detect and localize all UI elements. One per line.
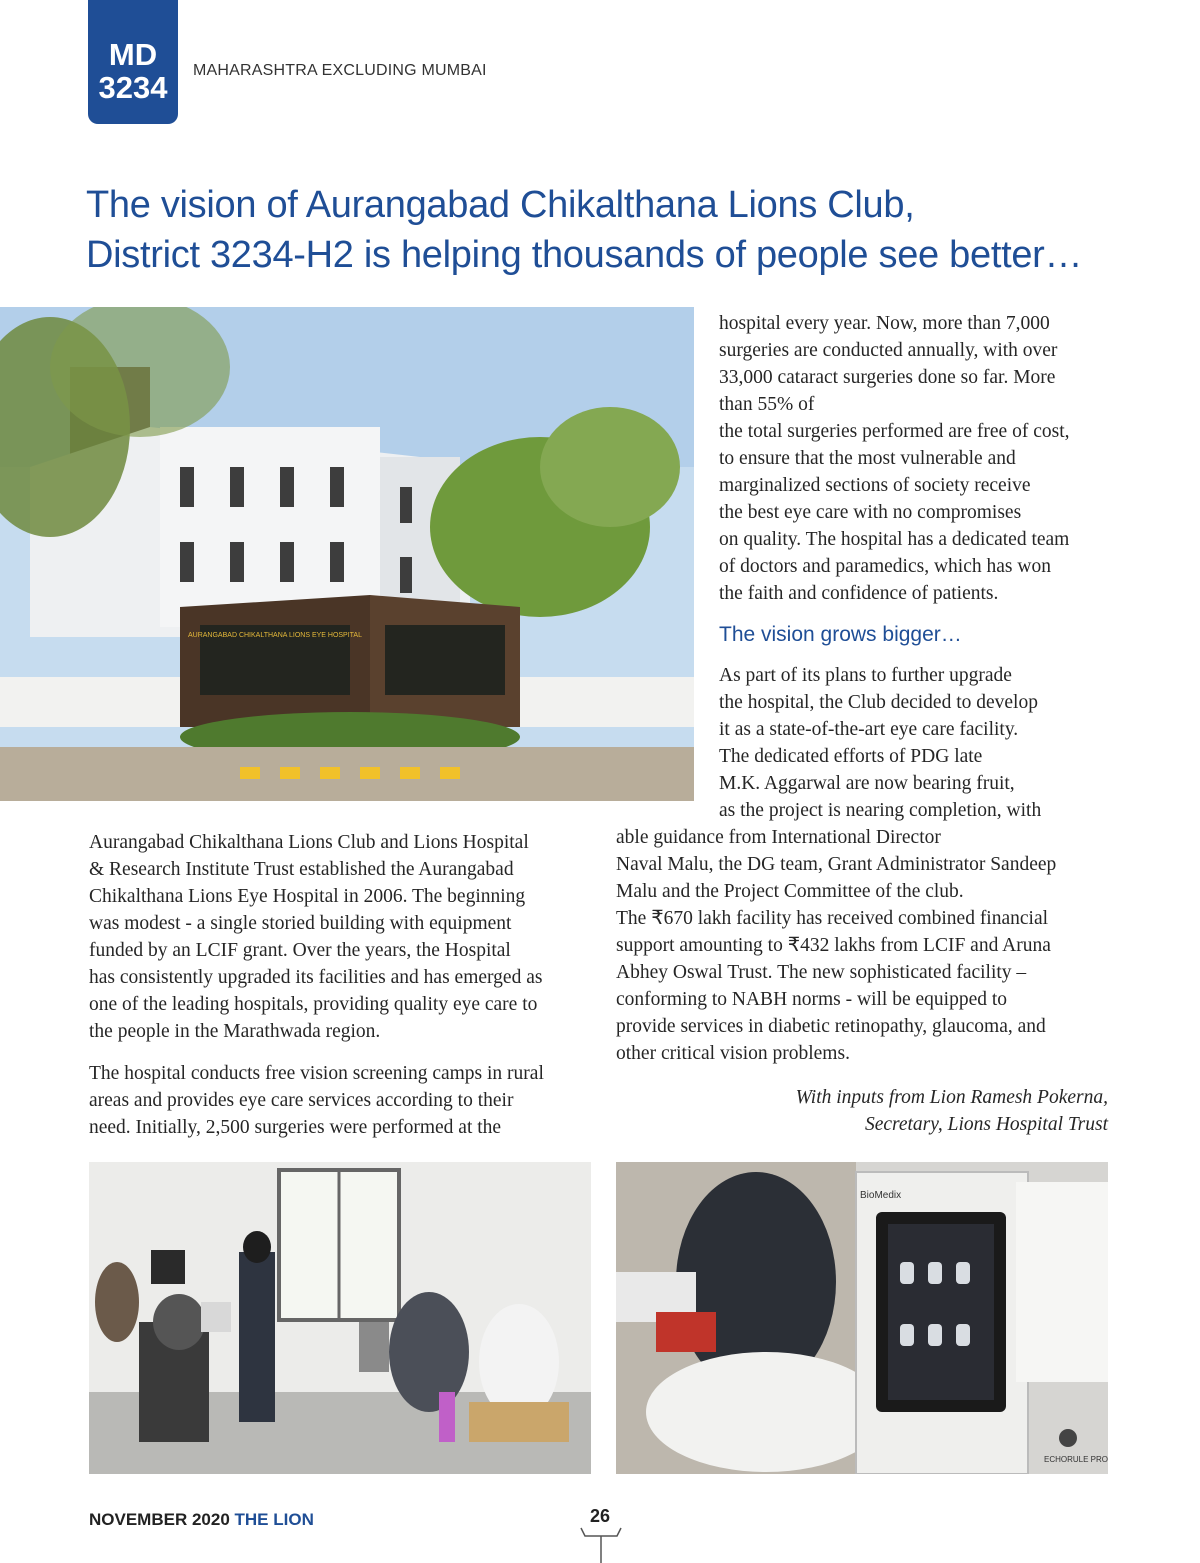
- paragraph-right-top: hospital every year. Now, more than 7,000 surgeries are conducted annually, with over 33,000 cataract surgeries done so far. More than 55% of the total surgeries performed are free of cost, to ensure that the most vulnerable and marginalized sections of society receive the best eye care with no compromises on quality. The hospital has a dedicated team of doctors and paramedics, which has won the faith and confidence of patients.: [719, 313, 1070, 604]
- hospital-building-photo: [0, 307, 694, 801]
- credit-line-1: With inputs from Lion Ramesh Pokerna,: [795, 1087, 1108, 1108]
- md-tab: [88, 0, 178, 124]
- device-brand: BioMedix: [860, 1190, 902, 1201]
- headline-line-1: The vision of Aurangabad Chikalthana Lions Club,: [86, 184, 915, 226]
- section-subheading: The vision grows bigger…: [719, 623, 962, 646]
- device-model: ECHORULE PRO: [1044, 1455, 1108, 1464]
- page-number: 26: [589, 1506, 611, 1526]
- region-label: MAHARASHTRA EXCLUDING MUMBAI: [193, 62, 487, 79]
- md-tab-label: MD: [108, 37, 158, 72]
- article-column-right-top: [719, 310, 1119, 607]
- paragraph-left-2: The hospital conducts free vision screening camps in rural areas and provides eye care services according to their need. Initially, 2,500 surgeries were performed at the: [89, 1063, 544, 1138]
- sign-text: AURANGABAD CHIKALTHANA LIONS EYE HOSPITAL: [187, 632, 363, 639]
- article-column-left: [89, 829, 589, 1141]
- footer-issue: NOVEMBER 2020: [89, 1510, 230, 1529]
- credit-line-2: Secretary, Lions Hospital Trust: [864, 1114, 1108, 1135]
- page-footer: [89, 1510, 314, 1530]
- article-headline: [86, 180, 1136, 280]
- page-number-bracket: [579, 1526, 623, 1563]
- paragraph-right-middle: As part of its plans to further upgrade the hospital, the Club decided to develop it as a state-of-the-art eye care facility. The dedicated efforts of PDG late M.K. Aggarwal are now bearing fruit, as the project is nearing completion, with: [719, 665, 1042, 821]
- paragraph-left-1: Aurangabad Chikalthana Lions Club and Lions Hospital & Research Institute Trust established the Aurangabad Chikalthana Lions Eye Hospital in 2006. The beginning was modest - a single storied building with equipment funded by an LCIF grant. Over the years, the Hospital has consistently upgraded its facilities and has emerged as one of the leading hospitals, providing quality eye care to the people in the Marathwada region.: [89, 832, 543, 1042]
- headline-line-2: District 3234-H2 is helping thousands of people see better…: [86, 234, 1083, 276]
- diagnostic-device-photo: [616, 1162, 1108, 1474]
- article-credit: [608, 1084, 1108, 1138]
- article-column-right-middle: [719, 662, 1119, 824]
- md-tab-number: 3234: [98, 70, 168, 105]
- eye-exam-room-photo: [89, 1162, 591, 1474]
- article-column-right-bottom: [616, 824, 1116, 1067]
- paragraph-right-bottom: able guidance from International Director Naval Malu, the DG team, Grant Administrator Sandeep Malu and the Project Committee of the club. The ₹670 lakh facility has received combined financial support amounting to ₹432 lakhs from LCIF and Aruna Abhey Oswal Trust. The new sophisticated facility – conforming to NABH norms - will be equipped to provide services in diabetic retinopathy, glaucoma, and other critical vision problems.: [616, 827, 1057, 1064]
- footer-magazine: THE LION: [234, 1510, 314, 1529]
